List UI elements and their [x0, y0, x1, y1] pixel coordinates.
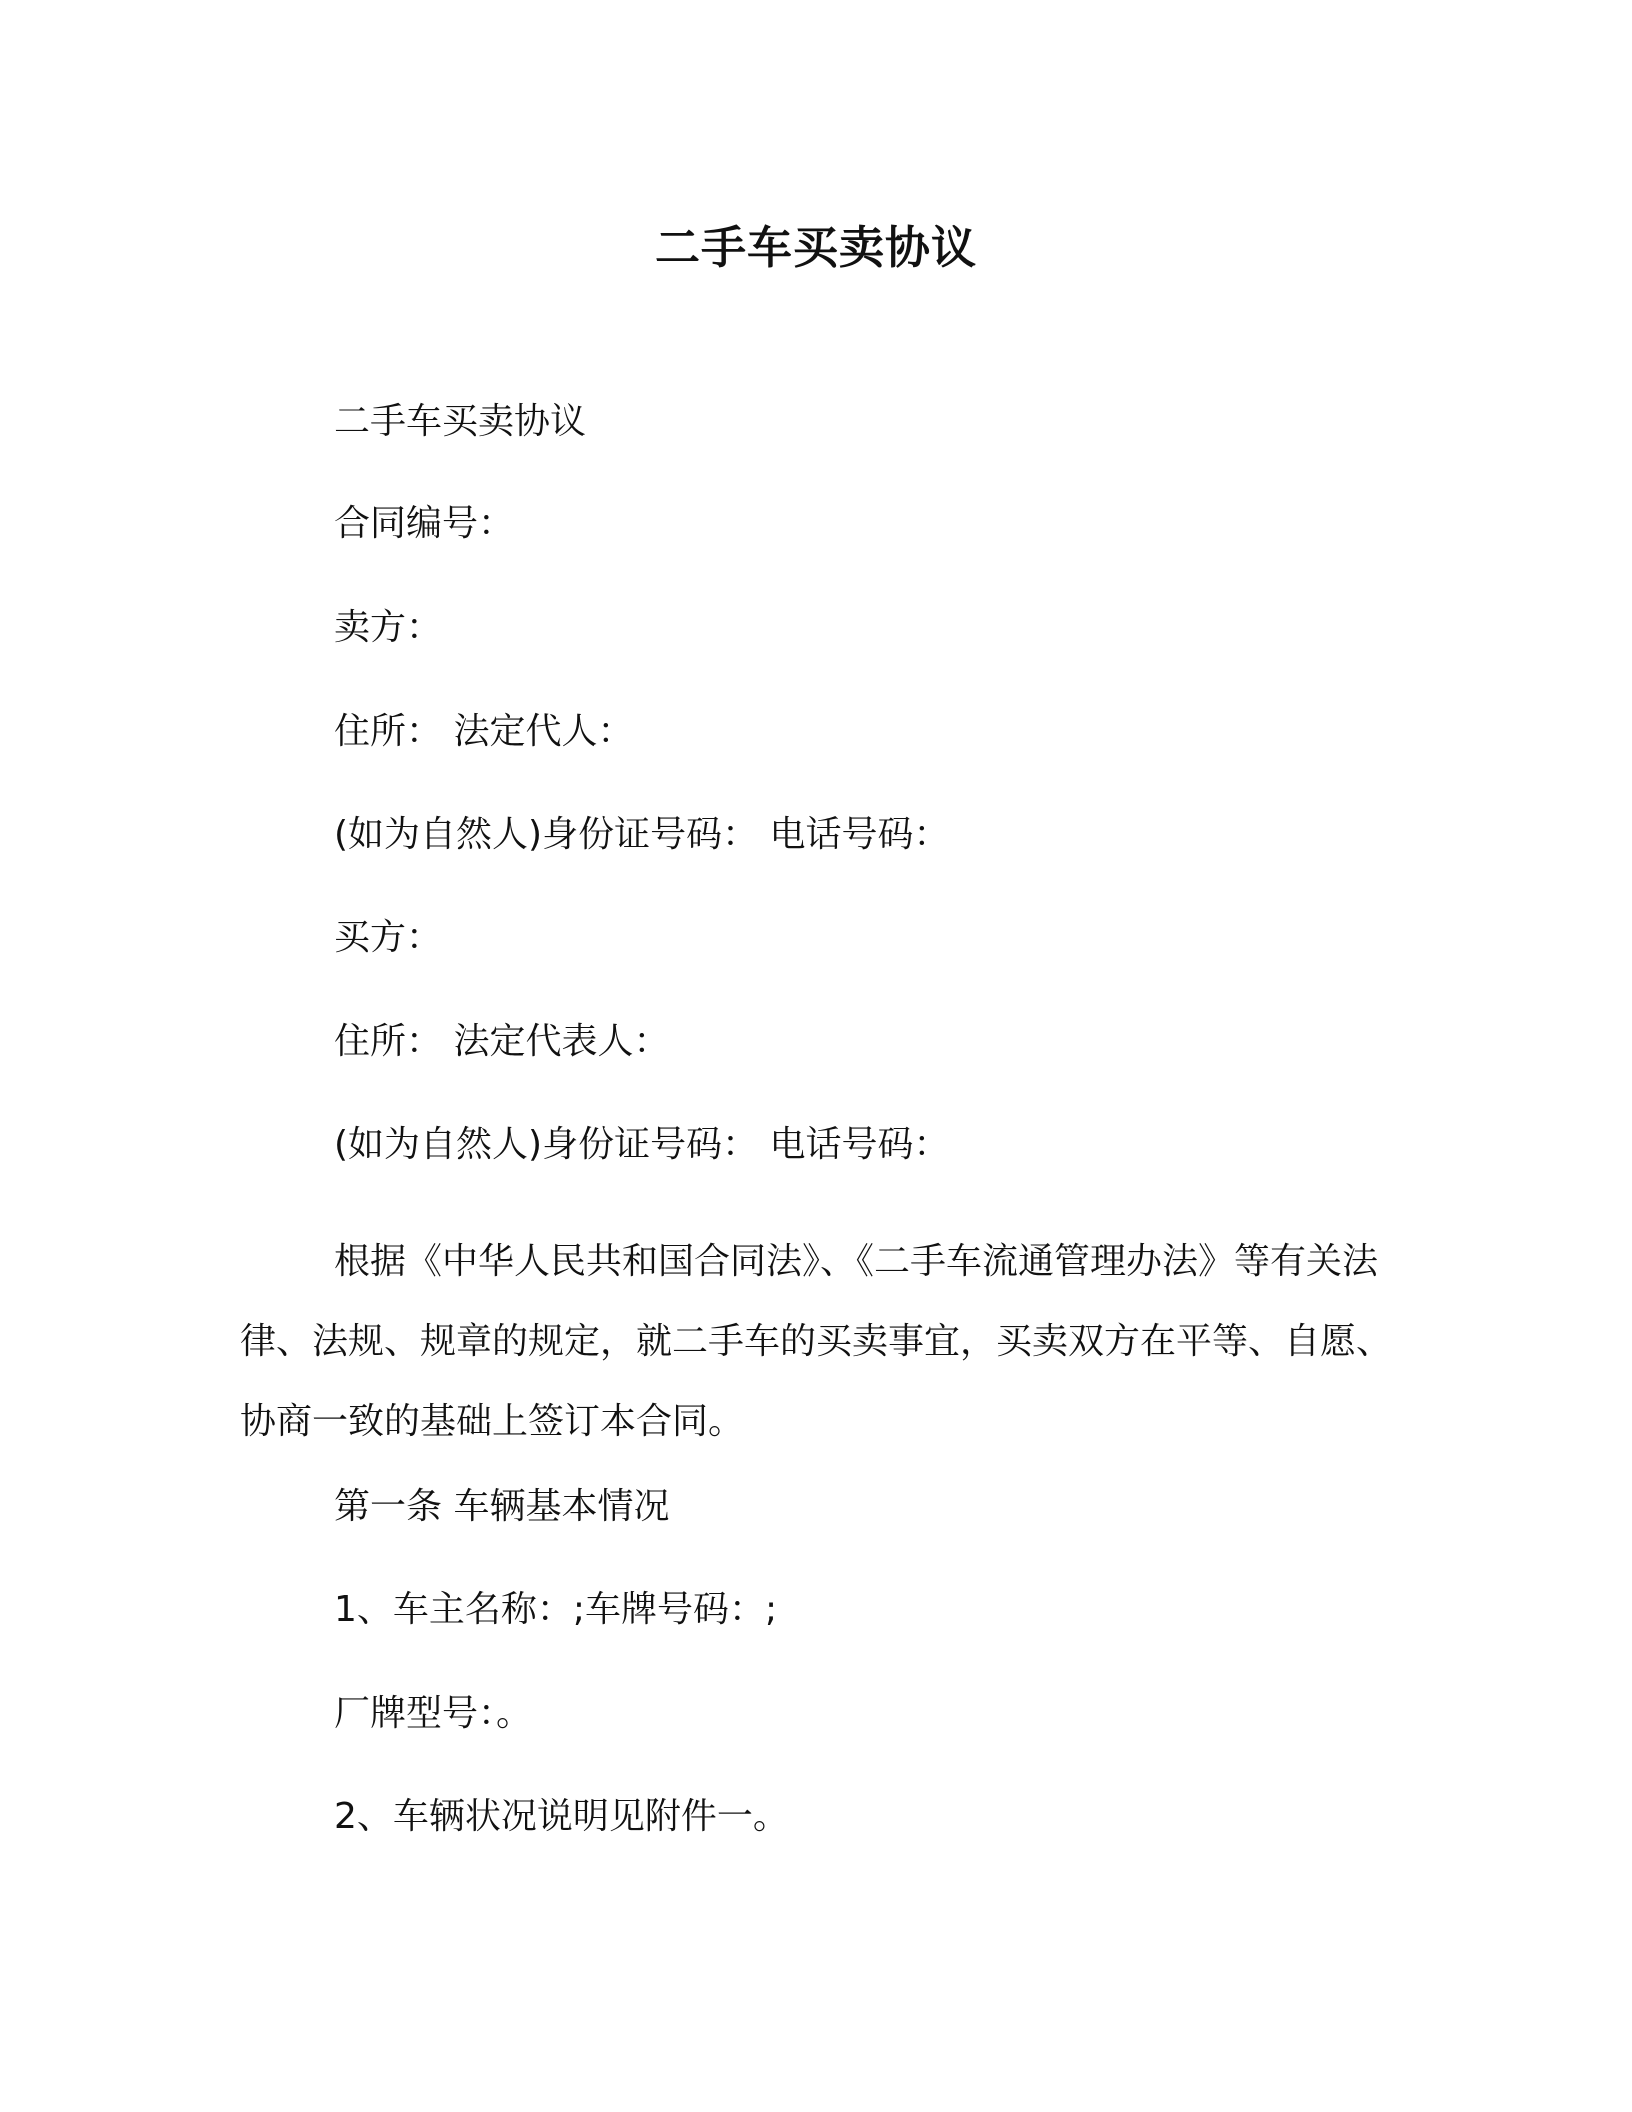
document-title: 二手车买卖协议: [654, 221, 977, 274]
document-subtitle: 二手车买卖协议: [334, 401, 587, 442]
intro-paragraph-text: 根据《中华人民共和国合同法》、《二手车流通管理办法》等有关法律、法规、规章的规定，就二手车的买卖事宜，买卖双方在平等、自愿、协商一致的基础上签订本合同。: [240, 1241, 1393, 1442]
brand-model-line: 厂牌型号：。: [334, 1693, 533, 1734]
contract-number-line: 合同编号：: [334, 503, 515, 544]
article-1-item-1: 1、车主名称：;车牌号码：;: [334, 1589, 778, 1630]
intro-paragraph: [240, 1222, 1400, 1462]
buyer-address-line: 住所： 法定代表人：: [334, 1021, 670, 1062]
seller-address-line: 住所： 法定代人：: [334, 711, 634, 752]
seller-line: 卖方：: [334, 607, 443, 648]
buyer-id-phone-line: (如为自然人)身份证号码： 电话号码：: [334, 1124, 950, 1165]
article-1-item-2: 2、车辆状况说明见附件一。: [334, 1796, 789, 1837]
seller-id-phone-line: (如为自然人)身份证号码： 电话号码：: [334, 814, 950, 855]
article-1-heading: 第一条 车辆基本情况: [334, 1486, 670, 1527]
buyer-line: 买方：: [334, 917, 443, 958]
